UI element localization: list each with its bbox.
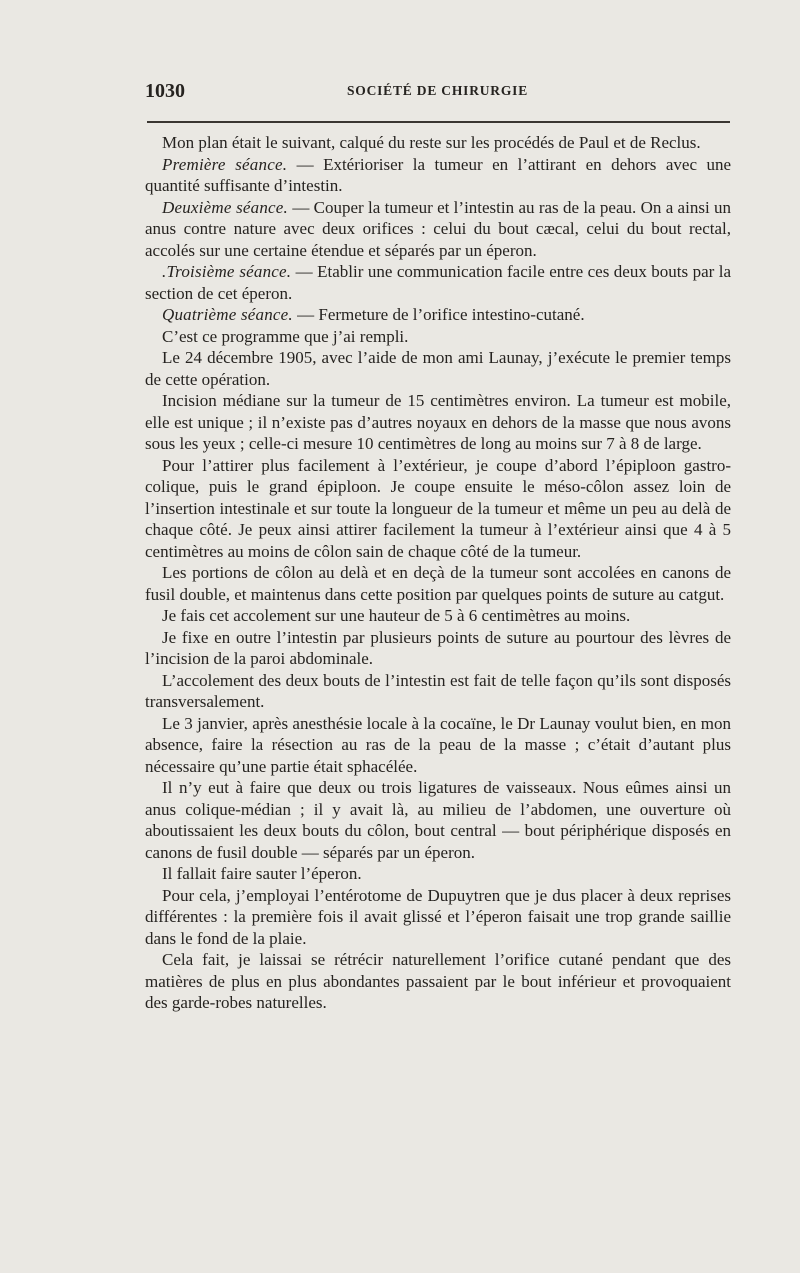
paragraph: Le 3 janvier, après anesthésie locale à la cocaïne, le Dr Launay voulut bien, en mon absence, faire la résection au ras de la peau de la masse ; c’était d’autant plus nécessaire qu’une partie était sphacélée.: [145, 713, 731, 776]
paragraph-lead: .Troisième séance.: [162, 262, 292, 281]
paragraph: Incision médiane sur la tumeur de 15 centimètres environ. La tumeur est mobile, elle est unique ; il n’existe pas d’autres noyaux en dehors de la masse que nous avons sous les yeux ; celle-ci mesure 10 centimètres de long au moins sur 7 à 8 de large.: [145, 391, 731, 453]
paragraph-lead: Première séance.: [162, 154, 288, 174]
header-rule: [147, 121, 730, 123]
paragraph: Pour cela, j’employai l’entérotome de Dupuytren que je dus placer à deux reprises différentes : la première fois il avait glissé et l’éperon faisait une trop grande saillie dans le fond de la plaie.: [145, 885, 731, 948]
page-header: [145, 80, 730, 100]
running-title: SOCIÉTÉ DE CHIRURGIE: [346, 83, 529, 98]
paragraph: C’est ce programme que j’ai rempli.: [162, 326, 409, 346]
page-number: 1030: [145, 80, 185, 102]
paragraph: Mon plan était le suivant, calqué du reste sur les procédés de Paul et de Reclus.: [162, 133, 701, 152]
paragraph: .Troisième séance. — Etablir une communication facile entre ces deux bouts par la section de cet éperon.: [145, 262, 731, 303]
paragraph: Deuxième séance. — Couper la tumeur et l’intestin au ras de la peau. On a ainsi un anus contre nature avec deux orifices : celui du bout cæcal, celui du bout rectal, accolés sur une certaine étendue et séparés par un éperon.: [145, 197, 731, 260]
paragraph: Le 24 décembre 1905, avec l’aide de mon ami Launay, j’exécute le premier temps de cette opération.: [145, 348, 731, 389]
body-text: [145, 132, 731, 1014]
paragraph-lead: Quatrième séance.: [162, 305, 293, 324]
paragraph: Les portions de côlon au delà et en deçà de la tumeur sont accolées en canons de fusil double, et maintenus dans cette position par quelques points de suture au catgut.: [145, 563, 731, 604]
paragraph: Première séance. — Extérioriser la tumeur en l’attirant en dehors avec une quantité suffisante d’intestin.: [145, 154, 731, 195]
paragraph: L’accolement des deux bouts de l’intestin est fait de telle façon qu’ils sont disposés transversalement.: [145, 670, 731, 711]
paragraph: Pour l’attirer plus facilement à l’extérieur, je coupe d’abord l’épiploon gastro-colique, puis le grand épiploon. Je coupe ensuite le méso-côlon assez loin de l’insertion intestinale et sur toute la longueur de la tumeur et même un peu au delà de chaque côté. Je peux ainsi attirer facilement la tumeur à l’extérieur ainsi que 4 à 5 centimètres au moins de côlon sain de chaque côté de la tumeur.: [145, 455, 731, 561]
paragraph-lead: Deuxième séance.: [162, 197, 288, 217]
paragraph: Je fixe en outre l’intestin par plusieurs points de suture au pourtour des lèvres de l’incision de la paroi abdominale.: [145, 627, 731, 668]
paragraph: Quatrième séance. — Fermeture de l’orifice intestino-cutané.: [162, 305, 585, 324]
paragraph: Il fallait faire sauter l’éperon.: [162, 864, 362, 883]
paragraph: Il n’y eut à faire que deux ou trois ligatures de vaisseaux. Nous eûmes ainsi un anus colique-médian ; il y avait là, au milieu de l’abdomen, une ouverture où aboutissaient les deux bouts du côlon, bout central — bout périphérique disposés en canons de fusil double — séparés par un éperon.: [145, 778, 731, 862]
paragraph: Cela fait, je laissai se rétrécir naturellement l’orifice cutané pendant que des matières de plus en plus abondantes passaient par le bout inférieur et provoquaient des garde-robes naturelles.: [145, 950, 731, 1012]
paragraph: Je fais cet accolement sur une hauteur de 5 à 6 centimètres au moins.: [162, 606, 631, 625]
